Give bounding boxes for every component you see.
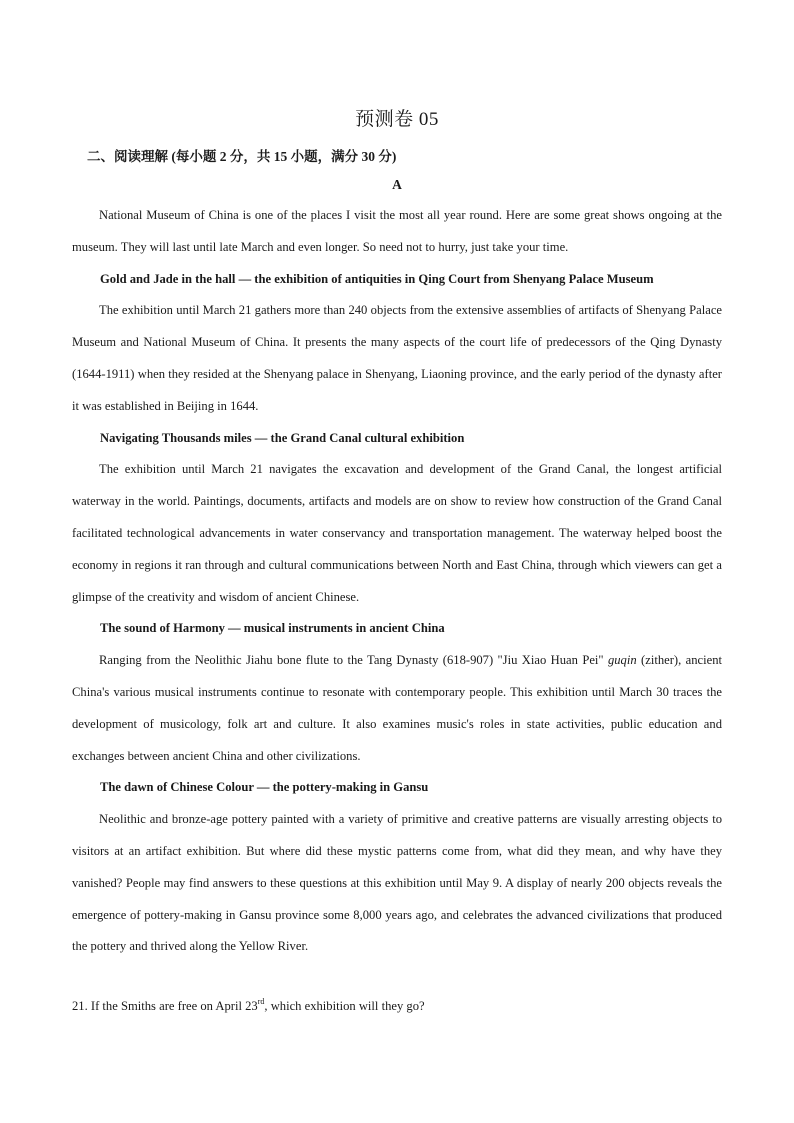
exhibition-heading-1: Gold and Jade in the hall — the exhibition of antiquities in Qing Court from Shenyang Palace Museum bbox=[100, 271, 654, 286]
guqin-term: guqin bbox=[607, 653, 637, 668]
page-title: 预测卷 05 bbox=[355, 109, 439, 130]
question-text-suffix: , which exhibition will they go? bbox=[264, 999, 425, 1013]
question-21 bbox=[72, 997, 425, 1014]
exhibition-paragraph-4: Neolithic and bronze-age pottery painted with a variety of primitive and creative patterns are visually arresting objects to visitors at an artifact exhibition. But where did these mystic patterns come from, what did they mean, and why have they vanished? People may find answers to these questions at this exhibition until May 9. A display of nearly 200 objects reveals the emergence of pottery-making in Gansu province some 8,000 years ago, and celebrates the advanced civilizations that produced the pottery and thrived along the Yellow River. bbox=[72, 812, 722, 954]
exhibition-paragraph-2: The exhibition until March 21 navigates the excavation and development of the Grand Canal, the longest artificial waterway in the world. Paintings, documents, artifacts and models are on show to review how construction of the Grand Canal facilitated technological advancements in water conservancy and transportation management. The waterway helped boost the economy in regions it ran through and cultural communications between North and East China, through which viewers can get a glimpse of the creativity and wisdom of ancient Chinese. bbox=[72, 462, 722, 604]
exhibition-paragraph-1: The exhibition until March 21 gathers more than 240 objects from the extensive assemblies of artifacts of Shenyang Palace Museum and National Museum of China. It presents the many aspects of the court life of predecessors of the Qing Dynasty (1644-1911) when they resided at the Shenyang palace in Shenyang, Liaoning province, and the early period of the dynasty after it was established in Beijing in 1644. bbox=[72, 303, 722, 413]
intro-paragraph: National Museum of China is one of the places I visit the most all year round. Here are some great shows ongoing at the museum. They will last until late March and even longer. So need not to hurry, just take your time. bbox=[72, 208, 722, 254]
exhibition-paragraph-3 bbox=[72, 645, 722, 772]
passage-label: A bbox=[392, 177, 402, 192]
exhibition-heading-4: The dawn of Chinese Colour — the pottery-making in Gansu bbox=[100, 780, 429, 795]
passage-body bbox=[72, 200, 722, 963]
section-heading: 二、阅读理解 (每小题 2 分，共 15 小题，满分 30 分) bbox=[87, 149, 397, 164]
exhibition-heading-3: The sound of Harmony — musical instruments in ancient China bbox=[100, 621, 445, 636]
question-text-prefix: 21. If the Smiths are free on April 23 bbox=[72, 999, 258, 1013]
question-ordinal-suffix: rd bbox=[257, 997, 265, 1006]
exhibition-heading-2: Navigating Thousands miles — the Grand Canal cultural exhibition bbox=[100, 430, 465, 445]
paragraph-3-text-a: Ranging from the Neolithic Jiahu bone flute to the Tang Dynasty (618-907) "Jiu Xiao Huan Pei" bbox=[99, 653, 608, 668]
paragraph-3-text-b: (zither), ancient China's various musical instruments continue to resonate with contemporary people. This exhibition until March 30 traces the development of musicology, folk art and culture. It also examines music's roles in state activities, public education and exchanges between ancient China and other civilizations. bbox=[72, 653, 722, 763]
